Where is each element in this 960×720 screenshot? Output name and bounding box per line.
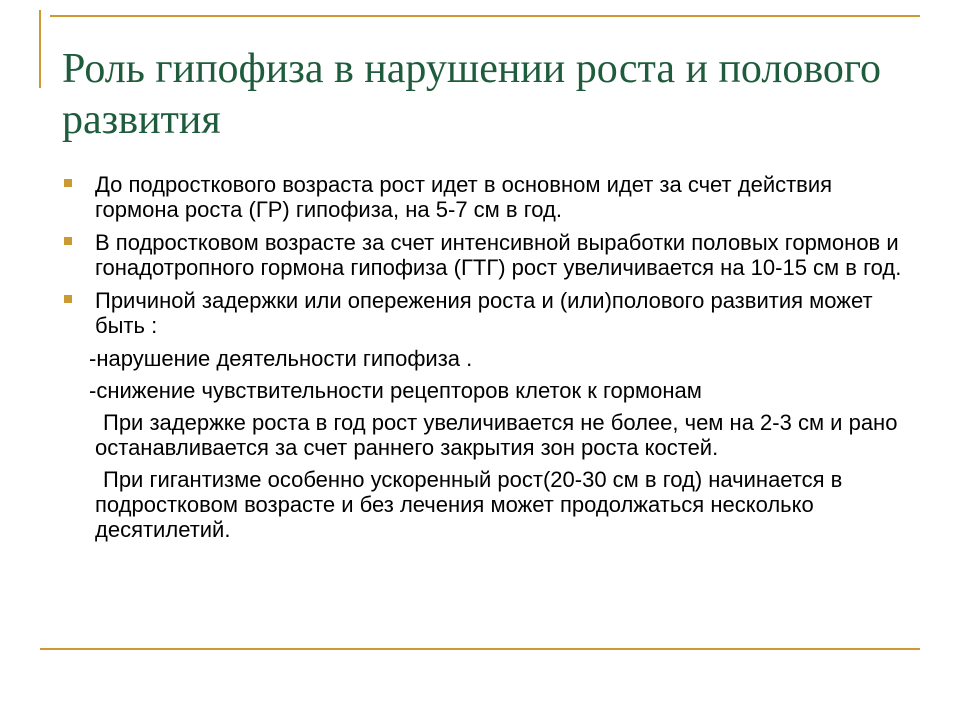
slide-title: Роль гипофиза в нарушении роста и полового развития — [62, 46, 882, 144]
dash-text: -снижение чувствительности рецепторов клеток к гормонам — [89, 378, 702, 403]
paragraph — [62, 467, 912, 542]
dash-item — [62, 346, 912, 371]
frame-bottom-line — [40, 648, 920, 650]
bullet-item — [62, 288, 912, 338]
square-bullet-icon — [64, 237, 72, 245]
bullet-text: До подросткового возраста рост идет в основном идет за счет действия гормона роста (ГР) гипофиза, на 5-7 см в год. — [95, 172, 833, 222]
dash-item — [62, 378, 912, 403]
square-bullet-icon — [64, 295, 72, 303]
square-bullet-icon — [64, 179, 72, 187]
paragraph-text: При гигантизме особенно ускоренный рост(20-30 см в год) начинается в подростковом возрасте и без лечения может продолжаться несколько десятилетий. — [95, 467, 843, 542]
frame-left-line — [39, 10, 41, 88]
bullet-item — [62, 172, 912, 222]
bullet-item — [62, 230, 912, 280]
frame-top-line — [50, 15, 920, 17]
paragraph — [62, 410, 912, 460]
paragraph-text: При задержке роста в год рост увеличивается не более, чем на 2-3 см и рано останавливается за счет раннего закрытия зон роста костей. — [95, 410, 898, 460]
slide-content — [62, 172, 912, 549]
bullet-text: В подростковом возрасте за счет интенсивной выработки половых гормонов и гонадотропного гормона гипофиза (ГТГ) рост увеличивается на 10-15 см в год. — [95, 230, 902, 280]
bullet-text: Причиной задержки или опережения роста и (или)полового развития может быть : — [95, 288, 873, 338]
dash-text: -нарушение деятельности гипофиза . — [89, 346, 473, 371]
